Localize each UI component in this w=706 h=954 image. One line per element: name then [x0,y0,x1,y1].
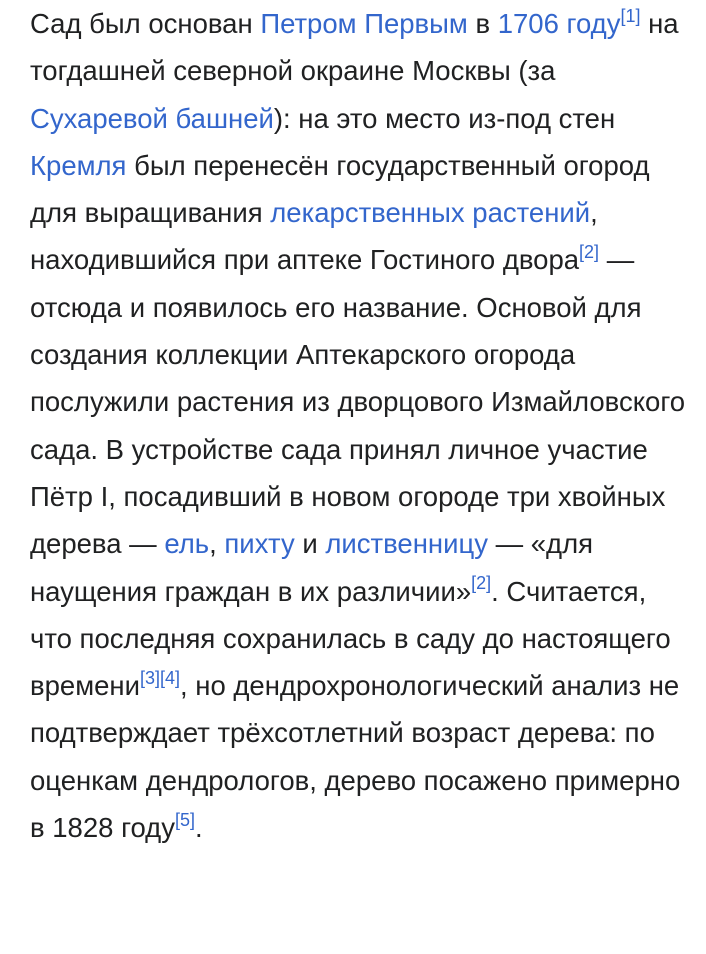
text-segment: ): на это место из-под стен [273,102,616,134]
text-segment: был перенесён государственный огород для выращивания [30,149,650,229]
footnote-ref-5-link[interactable]: [5] [174,809,195,830]
footnote-ref-4-link[interactable]: [4] [159,668,180,688]
link-fir[interactable]: пихту [224,528,295,560]
link-larch[interactable]: лиственницу [325,528,488,560]
text-segment: . [195,812,203,844]
footnote-ref-2b[interactable] [471,573,491,593]
footnote-ref-1-link[interactable]: [1] [620,5,641,26]
footnote-ref-3-link[interactable]: [3] [139,668,160,688]
article-paragraph [30,0,690,851]
link-peter-the-great[interactable]: Петром Первым [260,8,468,39]
footnote-ref-1[interactable] [620,6,640,26]
link-year-1706[interactable]: 1706 году [497,8,621,39]
link-medicinal-plants[interactable]: лекарственных растений [270,197,591,229]
footnote-ref-2a-link[interactable]: [2] [579,242,600,263]
link-kremlin[interactable]: Кремля [30,149,127,181]
text-segment: Сад был основан [30,8,261,39]
text-segment: и [294,528,326,560]
footnote-ref-2b-link[interactable]: [2] [471,573,492,594]
text-segment: — отсюда и появилось его название. Основой для создания коллекции Аптекарского огорода послужили растения из дворцового Измайловского сада. В устройстве сада принял личное участие Пётр I, посадивший в новом огороде три хвойных дерева — [30,244,686,560]
article-body [30,0,690,851]
footnote-ref-5[interactable] [175,810,195,830]
text-segment: — «для наущения граждан в их различии» [30,528,594,607]
footnote-ref-3[interactable] [140,668,160,688]
footnote-ref-2a[interactable] [579,242,599,262]
text-segment: . Считается, что последняя сохранилась в саду до настоящего времени [30,575,671,702]
text-segment: на тогдашней северной окраине Москвы (за [30,8,679,87]
link-spruce[interactable]: ель [164,528,210,560]
link-sukhareva-tower[interactable]: Сухаревой башней [30,102,274,134]
text-segment: , находившийся при аптеке Гостиного двора [30,197,598,276]
text-segment: , [209,528,225,560]
footnote-ref-4[interactable] [160,668,180,688]
text-segment: в [467,8,498,39]
text-segment: , но дендрохронологический анализ не подтверждает трёхсотлетний возраст дерева: по оценкам дендрологов, дерево посажено примерно в 1828 году [30,670,681,844]
